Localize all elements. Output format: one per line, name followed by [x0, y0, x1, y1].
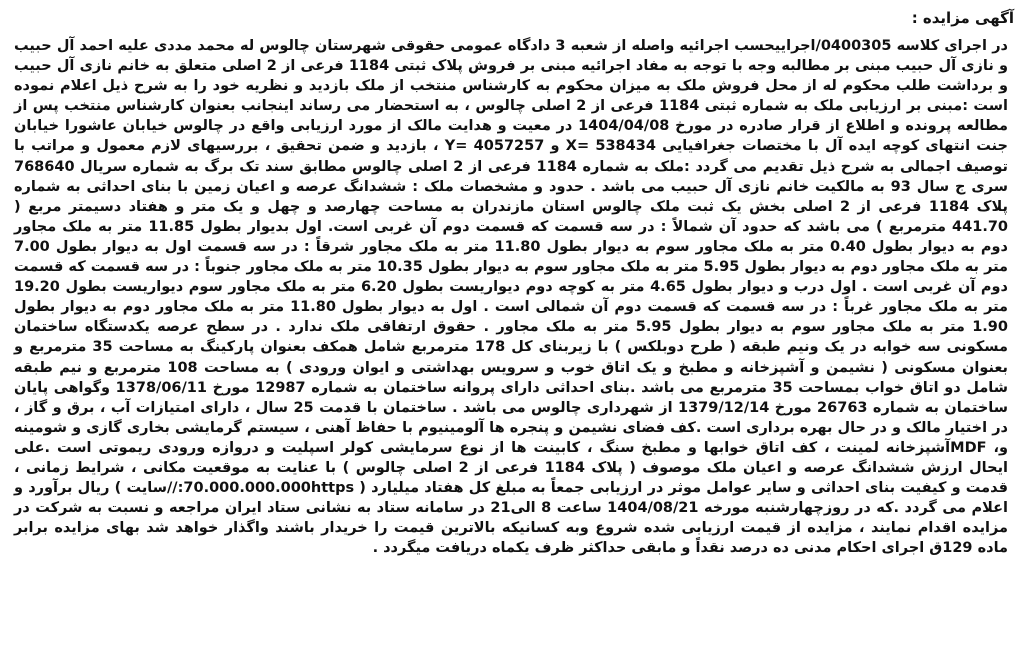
notice-body-text: در اجرای کلاسه 0400305/اجراییحسب اجرائیه واصله از شعبه 3 دادگاه عمومی حقوقی شهرستان چالوس له محمد مددی علیه احمد آل حبیب و نازی آل حبیب مبنی بر مطالبه وجه با توجه به مفاد اجرائیه مبنی بر فروش پلاک ثبتی 1184 فرعی از 2 اصلی متعلق به خانم نازی آل حبیب و برداشت طلب محکوم له از محل فروش ملک به میزان محکوم به کارشناس منتخب از ملک بازدید و نظریه خود را به شرح ذیل اعلام نموده است :مبنی بر ارزیابی ملک به شماره ثبتی 1184 فرعی از 2 اصلی چالوس ، به استحضار می رساند اینجانب بعنوان کارشناس منتخب پس از مطالعه پرونده و اطلاع از قرار صادره در مورخ 1404/04/08 در معیت و هدایت مالک از مورد ارزیابی واقع در چالوس خیابان عاشورا خیابان جنت انتهای کوچه ایده آل با مختصات جغرافیایی 538434 =X و 4057257 =Y ، بازدید و ضمن تحقیق ، بررسیهای لازم معمول و مراتب با توصیف اجمالی به شرح ذیل تقدیم می گردد :ملک به شماره 1184 فرعی از 2 اصلی چالوس مطابق سند تک برگ به شماره سریال 768640 سری ج سال 93 به مالکیت خانم نازی آل حبیب می باشد . حدود و مشخصات ملک : ششدانگ عرصه و اعیان زمین با بنای احداثی به شماره پلاک 1184 فرعی از 2 اصلی بخش یک ثبت ملک چالوس استان مازندران به مساحت چهارصد و چهل و یک متر و هفتاد دسیمتر مربع ( 441.70 مترمربع ) می باشد که حدود آن شمالاً : در سه قسمت که قسمت دوم آن غربی است. اول بدیوار بطول 11.85 متر به ملک مجاور دوم به دیوار بطول 0.40 متر به ملک مجاور سوم به دیوار بطول 11.80 متر به ملک مجاور شرقاً : در سه قسمت اول به دیوار بطول 7.00 متر به ملک مجاور دوم به دیوار بطول 5.95 متر به ملک مجاور سوم به دیوار بطول 10.35 متر به ملک مجاور جنوباً : در سه قسمت که قسمت دوم آن غربی است . اول درب و دیوار بطول 4.65 متر به کوچه دوم دیواریست بطول 6.20 متر به ملک مجاور سوم دیواریست بطول 19.20 متر به ملک مجاور غرباً : در سه قسمت که قسمت دوم آن شمالی است . اول به دیوار بطول 11.80 متر به ملک مجاور دوم به دیوار بطول 1.90 متر به ملک مجاور سوم به دیوار بطول 5.95 متر به ملک مجاور . حقوق ارتفاقی ملک ندارد . در سطح عرصه یکدستگاه ساختمان مسکونی سه خوابه در یک ونیم طبقه ( طرح دوبلکس ) با زیربنای کل 178 مترمربع شامل همکف بعنوان پارکینگ به مساحت 35 مترمربع و بعنوان مسکونی ( نشیمن و آشپزخانه و مطبخ و یک اتاق خوب و سرویس بهداشتی و ایوان ورودی ) به مساحت 108 مترمربع و نیم طبقه شامل دو اتاق خواب بمساحت 35 مترمربع می باشد .بنای احداثی دارای پروانه ساختمان به شماره 12987 مورخ 1378/06/11 وگواهی پایان ساختمان به شماره 26763 مورخ 1379/12/14 از شهرداری چالوس می باشد . ساختمان با قدمت 25 سال ، دارای امتیازات آب ، برق و گاز ، در اختیار مالک و در حال بهره برداری است .کف فضای نشیمن و پنجره ها آلومینیوم با حفاظ آهنی ، سیستم گرمایشی بخاری گازی و شومینه و، MDFآشپزخانه لمینت ، کف اتاق خوابها و مطبخ سنگ ، کابینت ها از نوع سرمایشی کولر اسپلیت و دروازه ورودی ریموتی است .علی ایحال ارزش ششدانگ عرصه و اعیان ملک موصوف ( پلاک 1184 فرعی از 2 اصلی چالوس ) با عنایت به موقعیت مکانی ، شرایط زمانی ، قدمت و کیفیت بنای احداثی و سایر عوامل موثر در ارزیابی جمعاً به مبلغ کل هفتاد میلیارد ( 70.000.000.000https://سایت ) ریال برآورد و اعلام می گردد .که در روزچهارشنبه مورخه 1404/08/21 ساعت 8 الی21 در سامانه ستاد به نشانی ستاد ایران مراجعه و نسبت به شرکت در مزایده اقدام نمایند ، مزایده از قیمت ارزیابی شده شروع وبه کسانیکه بالاترین قیمت را خریدار باشند واگذار خواهد شد بهای مزایده برابر ماده 129ق اجرای احکام مدنی ده درصد نقداً و مابقی حداکثر ظرف یکماه دریافت میگردد .: [14, 38, 1009, 557]
auction-notice: [14, 6, 1014, 558]
notice-heading: آگهی مزایده :: [911, 9, 1014, 27]
